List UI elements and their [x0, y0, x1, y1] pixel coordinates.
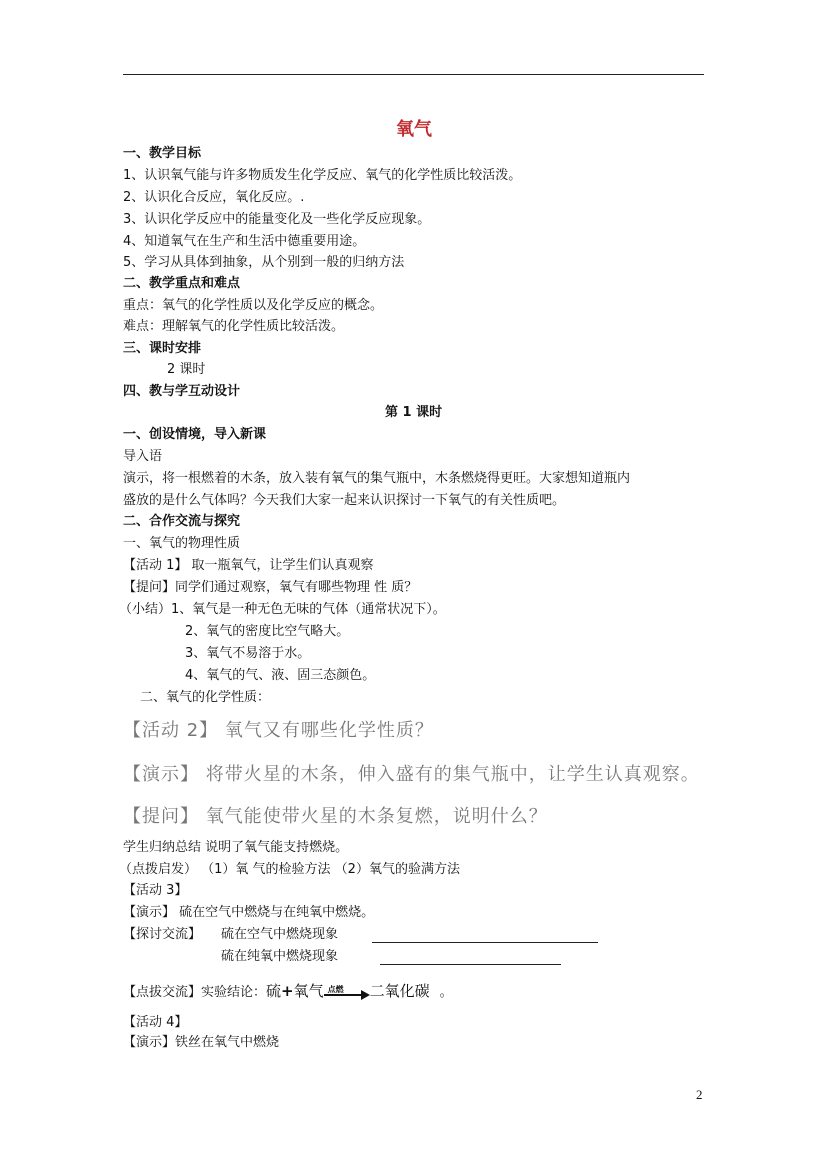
page-number: 2: [696, 1087, 703, 1102]
part-heading-intro: 一、创设情境，导入新课: [123, 427, 267, 442]
section-heading-objectives: 一、教学目标: [123, 146, 202, 161]
objective-item: 4、知道氧气在生产和生活中德重要用途。: [123, 234, 366, 249]
plus-sign: +: [281, 982, 294, 1000]
embedded-image-line: 【演示】 将带火星的木条，伸入盛有的集气瓶中，让学生认真观察。: [123, 764, 700, 785]
header-rule: [123, 74, 704, 75]
activity-1: 【活动 1】 取一瓶氧气，让学生们认真观察: [123, 558, 374, 573]
explore-air-phenomenon: 硫在空气中燃烧现象: [221, 927, 339, 942]
reactant-oxygen: 氧气: [293, 982, 324, 1000]
summary-line: 4、氧气的气、液、固三态颜色。: [185, 668, 376, 683]
summary-line: （小结）1、氧气是一种无色无味的气体（通常状况下）。: [119, 602, 446, 617]
activity-4: 【活动 4】: [123, 1015, 188, 1030]
objective-item: 3、认识化学反应中的能量变化及一些化学反应现象。: [123, 212, 431, 227]
question-1: 【提问】同学们通过观察，氧气有哪些物理 性 质？: [123, 580, 418, 595]
difficult-point: 难点：理解氧气的化学性质比较活泼。: [123, 319, 345, 334]
intro-demo-line: 演示，将一根燃着的木条，放入装有氧气的集气瓶中，木条燃烧得更旺。大家想知道瓶内: [123, 471, 631, 486]
section-heading-design: 四、教与学互动设计: [123, 384, 241, 399]
key-point: 重点：氧气的化学性质以及化学反应的概念。: [123, 298, 384, 313]
summary-line: 3、氧气不易溶于水。: [185, 646, 311, 661]
explore-label: 【探讨交流】: [123, 927, 202, 942]
reaction-condition: 点燃: [327, 984, 344, 994]
objective-item: 2、认识化合反应，氧化反应。.: [123, 190, 305, 205]
student-conclusion: 学生归纳总结 说明了氧气能支持燃烧。: [123, 840, 349, 855]
section-heading-key-points: 二、教学重点和难点: [123, 276, 241, 291]
conclusion-period: 。: [439, 985, 453, 1000]
objective-item: 1、认识氧气能与许多物质发生化学反应、氧气的化学性质比较活泼。: [123, 168, 522, 183]
hint-line: （点拨启发） （1）氧 气的检验方法 （2）氧气的验满方法: [119, 862, 460, 877]
chemical-properties-heading: 二、氧气的化学性质：: [140, 690, 271, 705]
reaction-arrow: [324, 986, 370, 1000]
section-heading-schedule: 三、课时安排: [123, 341, 202, 356]
answer-blank-air: [372, 928, 598, 947]
experiment-conclusion: [123, 980, 453, 1004]
objective-item: 5、学习从具体到抽象，从个别到一般的归纳方法: [123, 255, 405, 270]
reactant-sulfur: 硫: [266, 982, 282, 1000]
explore-oxygen-phenomenon: 硫在纯氧中燃烧现象: [221, 949, 339, 964]
embedded-image-line: 【提问】 氧气能使带火星的木条复燃，说明什么？: [123, 806, 548, 827]
demo-4: 【演示】铁丝在氧气中燃烧: [123, 1035, 280, 1050]
intro-label: 导入语: [123, 449, 163, 464]
part-heading-explore: 二、合作交流与探究: [123, 514, 241, 529]
demo-3: 【演示】 硫在空气中燃烧与在纯氧中燃烧。: [123, 905, 375, 920]
answer-blank-oxygen: [380, 950, 561, 969]
lesson-heading: 第 1 课时: [385, 405, 443, 420]
schedule-value: 2 课时: [167, 362, 206, 377]
activity-3: 【活动 3】: [123, 883, 188, 898]
intro-demo-line: 盛放的是什么气体吗？今天我们大家一起来认识探讨一下氧气的有关性质吧。: [123, 493, 566, 508]
embedded-image-line: 【活动 2】 氧气又有哪些化学性质？: [123, 720, 434, 741]
conclusion-label: 【点拔交流】实验结论：: [123, 985, 267, 1000]
product: 二氧化碳: [369, 982, 430, 1000]
physical-properties-heading: 一、氧气的物理性质: [123, 536, 241, 551]
page-title: 氧气: [396, 119, 432, 140]
summary-line: 2、氧气的密度比空气略大。: [185, 624, 350, 639]
